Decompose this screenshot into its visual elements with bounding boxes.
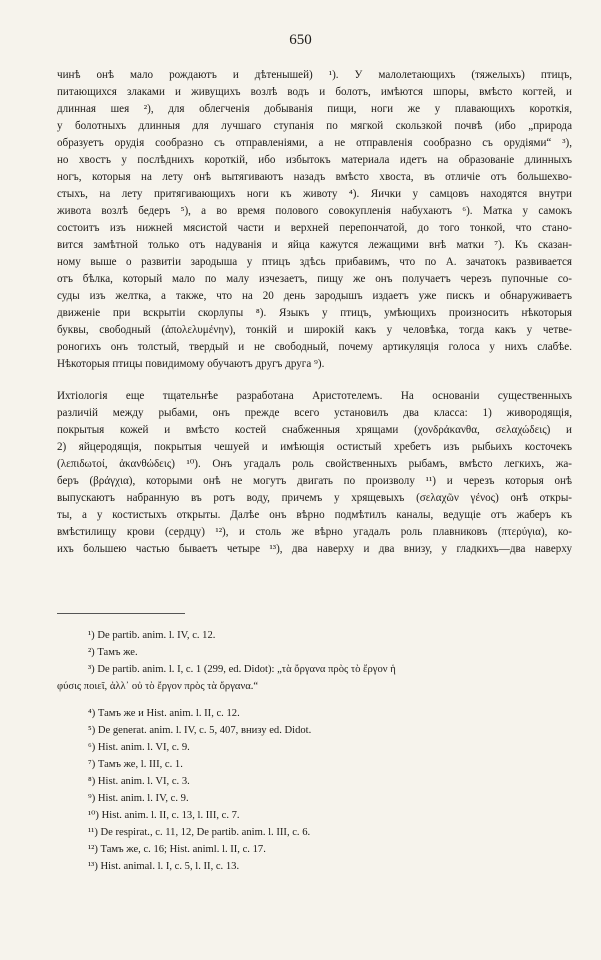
text-line: различій между рыбами, онъ прежде всего установилъ два класса: 1) живородящія,	[57, 407, 572, 419]
text-line: роногихъ онъ толстый, твердый и не свободный, почему артикуляція голоса у нихъ слабѣе.	[57, 341, 572, 353]
footnote: ¹⁰) Hist. anim. l. II, c. 13, l. III, c. 7.	[88, 810, 240, 821]
text-line: ногъ, которыя на лету онѣ вытягиваютъ назадъ вмѣсто хвоста, въ отличіе отъ большехво-	[57, 171, 572, 183]
footnote: ⁹) Hist. anim. l. IV, c. 9.	[88, 793, 189, 804]
footnote: ¹¹) De respirat., c. 11, 12, De partib. anim. l. III, c. 6.	[88, 827, 311, 838]
text-line: длинная шея ²), для облегченія добыванія пищи, ноги же у плавающихъ короткія,	[57, 103, 572, 115]
text-line: (λεπιδωτοί, ἀκανθώδεις) ¹⁰). Онъ угадалъ роль свойственныхъ рыбамъ, вмѣсто легкихъ, жа-	[57, 458, 572, 470]
text-line: состоитъ изъ нижней мясистой части и верхней перепончатой, до того тонкой, что стано-	[57, 222, 572, 234]
text-line: у болотныхъ длинныя для лучшаго ступанія по мягкой скользкой почвѣ (ибо „природа	[57, 120, 572, 132]
text-line-paragraph-end: Нѣкоторыя птицы повидимому обучаютъ другъ друга ⁹).	[57, 358, 325, 370]
text-line: покрытыя кожей и вмѣсто костей снабженныя хрящами (χονδράκανθα, σελαχώδεις) и	[57, 424, 572, 436]
text-line: но хвостъ у послѣднихъ короткій, ибо избытокъ материала идетъ на образованіе длинныхъ	[57, 154, 572, 166]
text-line: чинѣ онѣ мало рождаютъ и дѣтенышей) ¹). У малолетающихъ (тяжелыхъ) птицъ,	[57, 69, 572, 81]
text-line: питающихся злаками и живущихъ возлѣ водъ и болотъ, имѣются шпоры, вмѣсто когтей, и	[57, 86, 572, 98]
text-line: ты, а у костистыхъ открыты. Далѣе онъ вѣрно подмѣтилъ каналы, ведущіе отъ жаберъ къ	[57, 509, 572, 521]
text-line: ихъ большею частью бываетъ четыре ¹³), два наверху и два внизу, у гладкихъ—два наверху	[57, 543, 572, 555]
footnote: ⁷) Тамъ же, l. III, c. 1.	[88, 759, 183, 770]
text-line: выпускаютъ набранную въ ротъ воду, причемъ у хрящевыхъ (σελαχῶν γένος) онѣ откры-	[57, 492, 572, 504]
text-line: вится замѣтной только отъ надуванія и яйца кажутся лежащими внѣ матки ⁷). Къ сказан-	[57, 239, 572, 251]
text-line: суды изъ желтка, а также, что на 20 день зародышъ издаетъ уже пискъ и обнаруживаетъ	[57, 290, 572, 302]
footnote: ⁵) De generat. anim. l. IV, c. 5, 407, внизу ed. Didot.	[88, 725, 312, 736]
text-line: беръ (βράγχια), которыми онѣ не могутъ двигать по произволу ¹¹) и черезъ которыя онѣ	[57, 475, 572, 487]
footnote: ¹³) Hist. animal. l. I, c. 5, l. II, c. 13.	[88, 861, 240, 872]
text-line: 2) яйцеродящія, покрытыя чешуей и имѣющія остистый хребетъ изъ рыбьихъ косточекъ	[57, 441, 572, 453]
text-line: движеніе при вскрытіи скорлупы ⁸). Языкъ у птицъ, умѣющихъ произносить нѣкоторыя	[57, 307, 572, 319]
footnote: ²) Тамъ же.	[88, 647, 138, 658]
footnote-continuation: φύσις ποιεῖ, ἀλλ᾽ οὐ τὸ ἔργον πρὸς τὰ ὄργανα.“	[57, 681, 259, 692]
text-line: образуетъ орудія сообразно съ отправленіями, а не отправленія сообразно съ орудіями“ ³),	[57, 137, 572, 149]
footnote: ¹²) Тамъ же, c. 16; Hist. animl. l. II, c. 17.	[88, 844, 266, 855]
footnote-separator	[57, 613, 185, 614]
text-line: Ихтіологія еще тщательнѣе разработана Аристотелемъ. На основаніи существенныхъ	[57, 390, 572, 402]
footnote: ⁴) Тамъ же и Hist. anim. l. II, c. 12.	[88, 708, 240, 719]
text-line: стыхъ, на лету притягивающихъ ноги къ животу ⁴). Яички у самцовъ находятся внутри	[57, 188, 572, 200]
text-line: вмѣстилищу крови (сердцу) ¹²), и столь же вѣрно угадалъ роль плавниковъ (πτερύγια), ко-	[57, 526, 572, 538]
text-line: буквы, свободный (ἀπολελυμένην), тонкій и широкій какъ у человѣка, тогда какъ у четве-	[57, 324, 572, 336]
text-line: живота возлѣ бедеръ ⁵), а во время полового совокупленія набухаютъ ⁶). Матка у самокъ	[57, 205, 572, 217]
text-line: ному выше о развитіи зародыша у птицъ здѣсь прибавимъ, что по А. зачатокъ развивается	[57, 256, 572, 268]
footnote: ⁶) Hist. anim. l. VI, c. 9.	[88, 742, 190, 753]
text-line: отъ бѣлка, который мало по малу изчезаетъ, пищу же онъ получаетъ черезъ пупочные со-	[57, 273, 572, 285]
footnote: ³) De partib. anim. l. I, c. 1 (299, ed. Didot): „τὰ ὄργανα πρὸς τὸ ἔργον ἡ	[88, 664, 396, 675]
page-number: 650	[289, 32, 312, 48]
footnote: ⁸) Hist. anim. l. VI, c. 3.	[88, 776, 190, 787]
footnote: ¹) De partib. anim. l. IV, c. 12.	[88, 630, 216, 641]
